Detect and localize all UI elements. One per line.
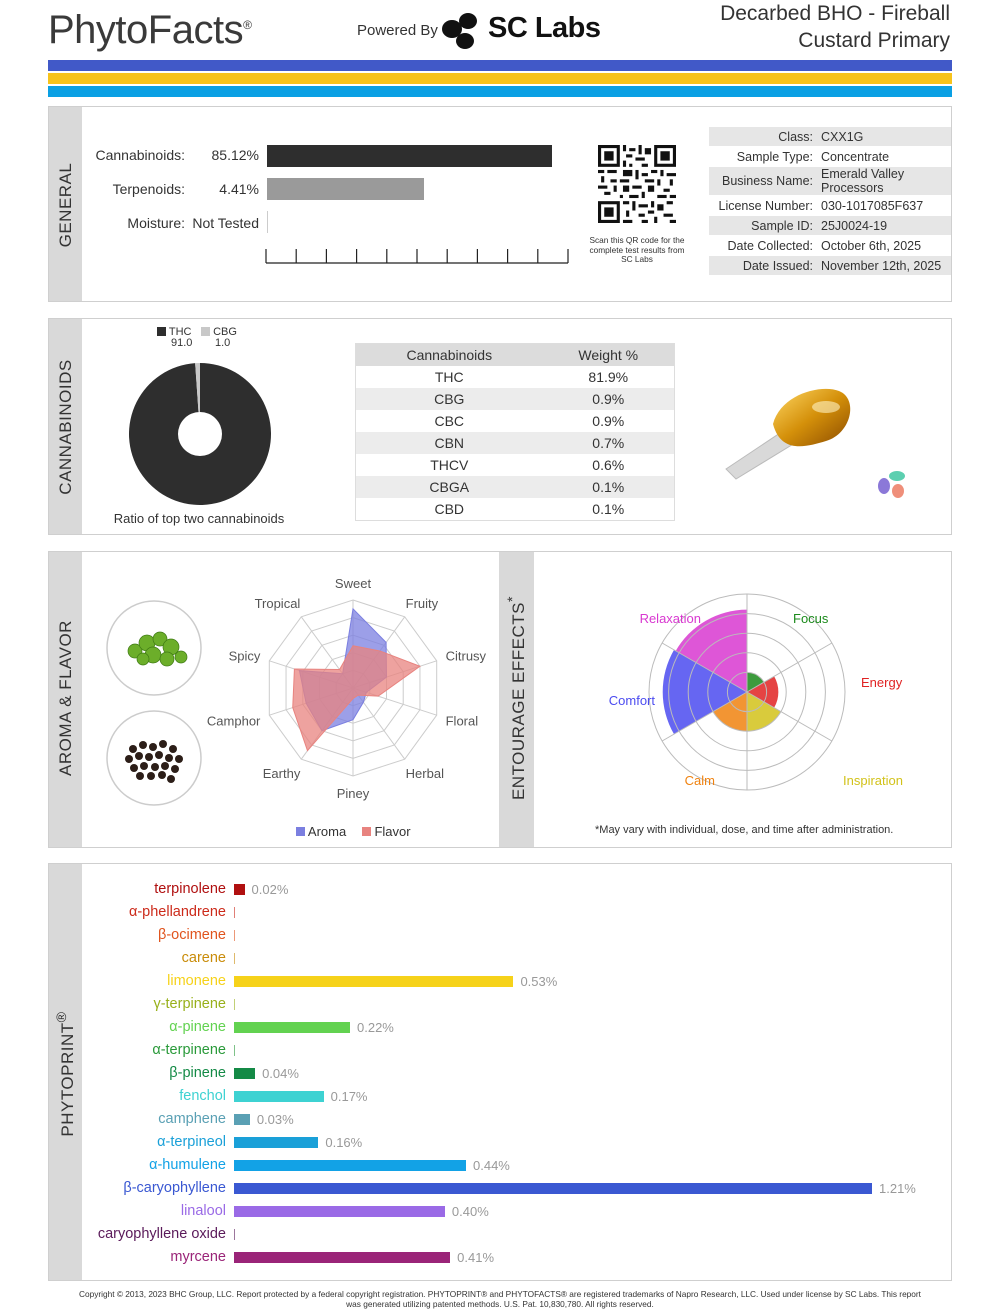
cannabinoid-name: THC [434,369,464,385]
terpene-value: 0.44% [473,1158,510,1173]
header-stripe-yellow [48,73,952,84]
info-row [709,236,951,256]
table-row [356,366,675,388]
aroma-swatch [296,827,305,836]
footer-line2: was generated utilizing patented methods. U.S. Pat. 10,830,780. All rights reserved. [346,1299,654,1309]
terpene-value: 0.41% [457,1250,495,1265]
cannabinoid-weight: 0.6% [592,457,625,473]
terpene-value: 0.22% [357,1020,394,1035]
ratio-legend-cbg-value: 1.0 [215,337,231,349]
terpene-name: α-terpinene [152,1042,226,1058]
ratio-caption: Ratio of top two cannabinoids [113,511,285,526]
aroma-side-tab [49,552,82,847]
terpene-bar [234,1252,450,1263]
info-row [709,167,951,196]
ratio-legend-cbg-name: CBG [213,326,237,338]
entourage-label-text: ENTOURAGE EFFECTS [508,601,528,801]
terpene-bar [234,953,235,964]
general-panel [48,106,952,302]
sample-info-table [709,127,951,276]
info-value: 030-1017085F637 [817,196,951,216]
terpene-bar [234,930,235,941]
product-title-line1: Decarbed BHO - Fireball [720,2,950,25]
effect-label: Energy [861,675,903,690]
terpene-value: 0.40% [451,1204,489,1219]
terpene-name: myrcene [170,1249,226,1265]
header-stripe-cyan [48,86,952,97]
terpenoids-total-bar [267,178,424,200]
terpene-bar [234,1114,250,1125]
terpene-bar [234,907,235,918]
cannabinoid-name: THCV [430,457,469,473]
phytoprint-panel [48,863,952,1281]
logo-registered-mark: ® [243,18,252,32]
cannabinoid-weight: 0.1% [543,476,675,498]
table-row [356,388,675,410]
col-header-weight: Weight % [543,344,675,367]
terpenoids-total-value: 4.41% [219,181,259,197]
info-key: Business Name: [709,167,817,196]
cannabinoid-weight: 81.9% [588,369,629,385]
cannabinoid-weight: 0.7% [543,432,675,454]
terpene-bar [234,1091,324,1102]
table-row [356,498,675,521]
phytofacts-logo [48,8,251,53]
hops-image [105,599,203,697]
info-value: November 12th, 2025 [817,256,951,276]
info-row [709,196,951,216]
legend-aroma: Aroma [307,824,347,839]
cannabinoid-weight: 0.9% [543,388,675,410]
terpene-bar [234,1022,350,1033]
aroma-flavor-radar-chart [203,578,503,818]
cannabinoids-total-label: Cannabinoids: [95,147,185,163]
terpene-bar [234,1137,318,1148]
terpene-name: α-pinene [169,1019,226,1035]
terpene-value: 0.17% [330,1089,368,1104]
concentrate-dab-tool-image [721,379,861,479]
copyright-footer [50,1289,950,1309]
ratio-legend-thc-name: THC [168,326,192,338]
ratio-legend-thc-value: 91.0 [171,337,193,349]
table-row [356,476,675,498]
terpene-value: 0.02% [251,882,289,897]
logo-text: PhytoFacts [48,8,244,52]
product-title [650,0,950,54]
powered-by-label: Powered By [357,22,438,39]
donut-hole [178,412,222,456]
terpene-name: camphene [158,1111,226,1127]
legend-flavor: Flavor [374,824,411,839]
phytoprint-label-text: PHYTOPRINT [57,1022,77,1137]
terpene-name: β-pinene [169,1065,226,1081]
radar-axis-label: Camphor [206,713,261,729]
cannabinoids-total-value: 85.12% [211,147,259,163]
info-row [709,147,951,167]
cannabinoid-name: CBG [356,388,543,410]
effect-label: Comfort [608,693,655,708]
terpene-bar [234,1206,445,1217]
entourage-side-tab [499,552,534,847]
terpene-name: caryophyllene oxide [97,1226,226,1242]
terpene-value: 0.03% [256,1112,294,1127]
cannabinoid-name: CBN [356,432,543,454]
sc-labs-logo-icon [441,12,481,50]
terpene-name: β-ocimene [158,927,226,943]
terpene-bar [234,976,513,987]
terpene-bar [234,1183,872,1194]
footer-line1: Copyright © 2013, 2023 BHC Group, LLC. Report protected by a federal copyright registration. PHYTOPRINT® and PHYTOFACTS® are registered trademarks of Napro Research, LLC. Used under license by SC Labs. This report [79,1289,921,1299]
product-title-line2: Custard Primary [798,29,950,52]
radar-axis-label: Sweet [334,576,372,591]
entourage-section-label [505,596,529,800]
info-key: License Number: [709,196,817,216]
info-row [709,216,951,236]
radar-axis-label: Piney [336,786,370,801]
aroma-entourage-panel [48,551,952,848]
info-key: Class: [709,127,817,147]
cannabinoids-section-label: CANNABINOIDS [56,359,75,495]
qr-caption: Scan this QR code for the complete test results from SC Labs [589,235,685,264]
effect-label: Focus [793,611,829,626]
cannabinoid-weight: 0.9% [592,413,625,429]
cannabinoid-name: CBGA [356,476,543,498]
terpene-value: 0.16% [325,1135,363,1150]
info-value: Concentrate [817,147,951,167]
info-value: CXX1G [817,127,951,147]
effect-label: Inspiration [843,773,903,788]
terpene-bar [234,884,245,895]
terpene-name: fenchol [179,1088,226,1104]
terpene-name: linalool [180,1203,226,1219]
info-key: Date Issued: [709,256,817,276]
bar-scale-axis [263,245,573,265]
entourage-effects-chart [597,592,903,792]
general-side-tab [49,107,82,301]
effect-label: Relaxation [639,611,701,626]
entourage-label-mark: * [505,595,522,602]
cannabinoids-panel [48,318,952,535]
effect-label: Calm [684,773,715,788]
terpene-name: α-phellandrene [128,904,226,920]
terpene-value: 1.21% [879,1181,916,1196]
radar-axis-label: Herbal [405,765,444,781]
table-row [356,410,675,432]
info-value: October 6th, 2025 [817,236,951,256]
terpene-name: β-caryophyllene [123,1180,226,1196]
col-header-cannabinoid: Cannabinoids [356,344,543,367]
cannabinoids-side-tab [49,319,82,534]
terpene-bar [234,1160,466,1171]
info-value: 25J0024-19 [817,216,951,236]
qr-code-icon[interactable] [598,145,676,223]
cannabinoid-weight-table [355,343,675,521]
terpene-bar [234,1045,235,1056]
radar-axis-label: Spicy [228,648,261,664]
radar-axis-label: Earthy [262,765,301,781]
terpene-name: γ-terpinene [153,996,226,1012]
moisture-bar [267,211,268,233]
info-value: Emerald Valley Processors [817,167,951,196]
aroma-section-label: AROMA & FLAVOR [56,620,75,776]
terpene-name: limonene [167,973,226,989]
entourage-note: *May vary with individual, dose, and time after administration. [595,824,894,836]
table-row [356,432,675,454]
terpene-bar [234,999,235,1010]
radar-legend [296,824,411,839]
brand-mark-icon [875,469,909,501]
radar-axis-label: Floral [445,713,479,729]
terpene-bar-chart [49,864,953,1282]
terpene-value: 0.04% [262,1066,299,1081]
cannabinoid-weight: 0.1% [592,501,625,517]
sc-labs-wordmark: SC Labs [488,12,601,44]
cbg-swatch [201,327,210,336]
table-row [356,454,675,476]
terpene-name: α-terpineol [157,1134,226,1150]
cannabinoid-name: CBC [434,413,465,429]
info-key: Date Collected: [709,236,817,256]
info-row [709,256,951,276]
terpene-bar [234,1068,255,1079]
table-header-row [356,344,675,367]
cannabinoid-name: CBD [434,501,465,517]
info-key: Sample ID: [709,216,817,236]
cannabinoids-total-bar [267,145,552,167]
flavor-swatch [362,827,371,836]
peppercorns-image [105,709,203,807]
terpene-name: α-humulene [149,1157,226,1173]
radar-axis-label: Tropical [254,596,301,612]
terpenoids-total-label: Terpenoids: [112,181,185,197]
phytoprint-label-mark: ® [54,1011,71,1023]
cannabinoid-ratio-donut [127,361,273,507]
radar-axis-label: Fruity [405,596,439,612]
terpene-value: 0.53% [520,974,558,989]
ratio-legend-cbg [201,327,261,349]
terpene-name: carene [181,950,226,966]
polar-spoke [747,643,832,692]
general-section-label: GENERAL [56,162,75,248]
terpene-name: terpinolene [154,881,226,897]
thc-swatch [157,327,166,336]
header-stripe-blue [48,60,952,71]
radar-axis-label: Citrusy [445,648,487,664]
info-row [709,127,951,147]
info-key: Sample Type: [709,147,817,167]
terpene-bar [234,1229,235,1240]
moisture-value: Not Tested [192,215,259,231]
moisture-label: Moisture: [127,215,185,231]
